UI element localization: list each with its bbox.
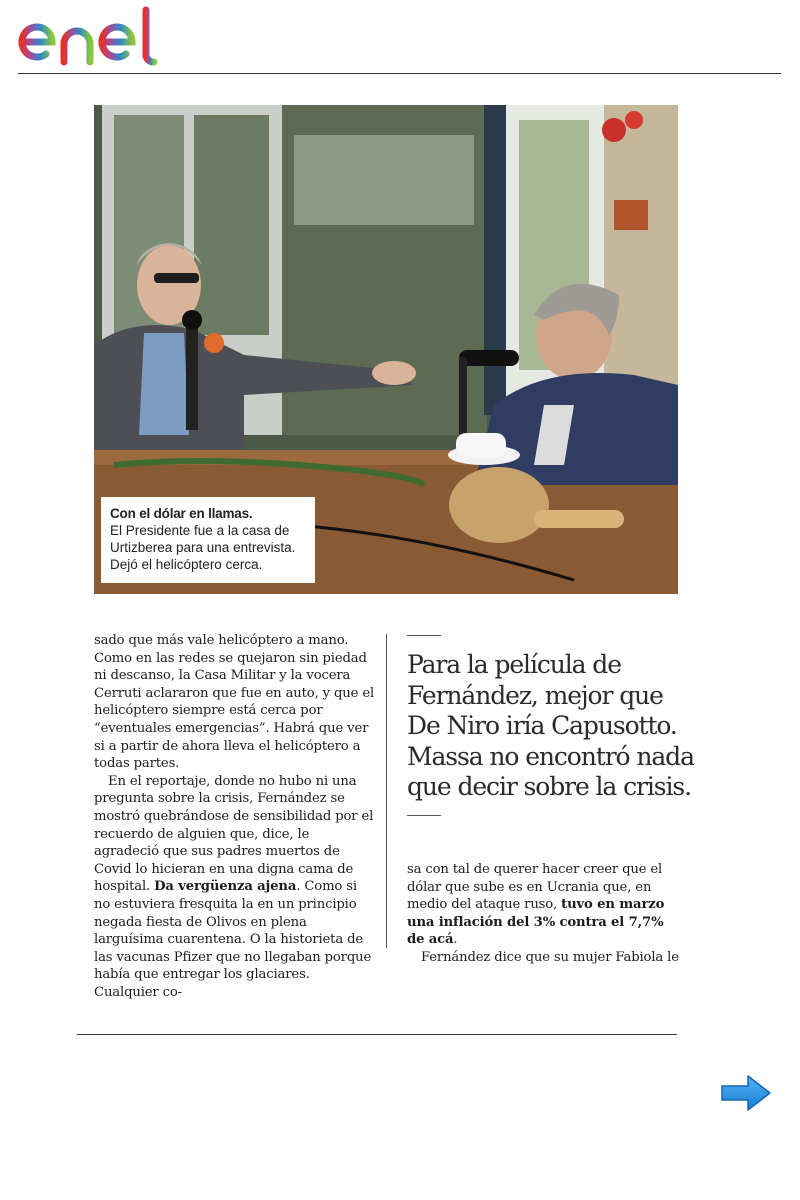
paragraph-text: sado que más vale helicóptero a mano. Como en las redes se quejaron sin piedad ni descanso, la Casa Militar y la vocera Cerruti aclararon que fue en auto, y que el helicóptero siempre está cerca por “eventuales emergencias”. Habrá que ver si a partir de ahora lleva el helicóptero a todas partes.	[94, 633, 375, 772]
emphasis-text: tuvo en marzo una inflación del 3% contra el 7,7% de acá	[407, 897, 665, 948]
paragraph	[407, 861, 679, 949]
paragraph	[94, 773, 376, 1002]
enel-logo	[18, 4, 178, 68]
article-column-left	[94, 632, 376, 1001]
paragraph-text: . Como si no estuviera fresquita la en un principio negada fiesta de Olivos en plena larguísima cuarentena. O la historieta de las vacunas Pfizer que no llegaban porque había que entregar los glaciares. Cualquier co-	[94, 879, 372, 1000]
header-divider	[18, 73, 781, 74]
emphasis-text: Da vergüenza ajena	[154, 879, 297, 895]
caption-title: Con el dólar en llamas.	[110, 506, 253, 521]
caption-text: El Presidente fue a la casa de Urtizberea para una entrevista. Dejó el helicóptero cerca.	[110, 523, 296, 572]
arrow-right-icon[interactable]	[720, 1074, 772, 1112]
article-column-right	[407, 861, 679, 967]
paragraph-text: Fernández dice que su mujer Fabiola le	[421, 949, 679, 965]
paragraph	[94, 632, 376, 773]
pullquote-rule-top	[407, 635, 441, 636]
column-divider	[386, 634, 387, 948]
paragraph-text: En el reportaje, donde no hubo ni una pregunta sobre la crisis, Fernández se mostró quebrándose de sensibilidad por el recuerdo de alguien que, dice, le agradeció que sus padres muertos de Covid lo hicieran en una digna cama de hospital.	[94, 773, 374, 895]
pullquote-rule-bottom	[407, 815, 441, 816]
photo-caption	[101, 497, 315, 583]
pull-quote: Para la película de Fernández, mejor que De Niro iría Capusotto. Massa no encontró nada que decir sobre la crisis.	[407, 650, 694, 801]
footer-divider	[77, 1034, 677, 1035]
paragraph-text: sa con tal de querer hacer creer que el dólar que sube es en Ucrania que, en medio del ataque ruso,	[407, 862, 663, 913]
paragraph-text: .	[453, 932, 458, 948]
paragraph	[407, 949, 679, 967]
